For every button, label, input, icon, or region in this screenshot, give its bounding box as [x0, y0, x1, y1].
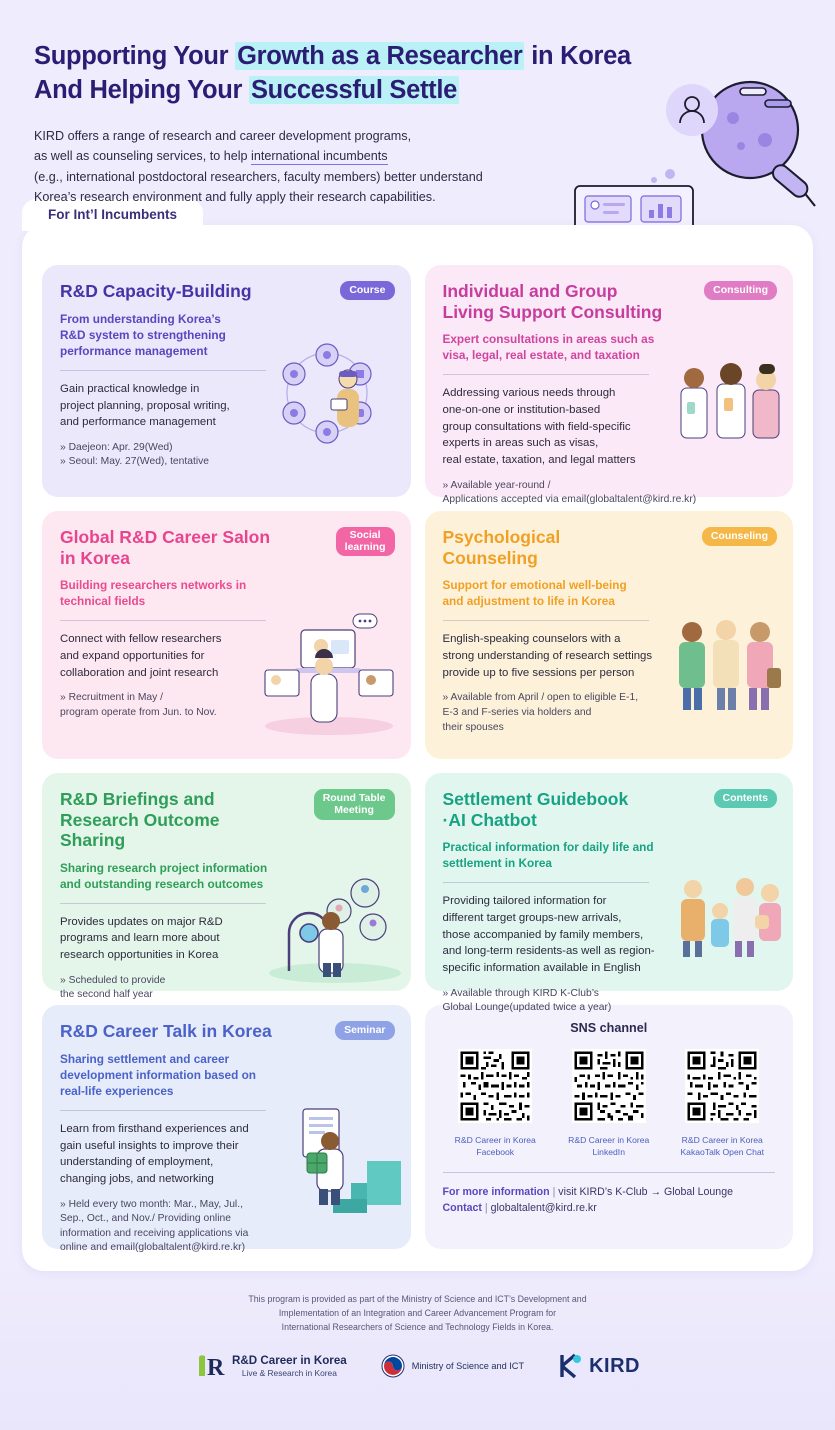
card-note: » Available year-round / Applications accepted via email(globaltalent@kird.re.kr) [442, 479, 697, 506]
qr-code-linkedin[interactable] [572, 1049, 646, 1123]
card-body: Connect with fellow researchers and expand opportunities for collaboration and joint research [60, 633, 222, 679]
card-body: Gain practical knowledge in project planning, proposal writing, and performance management [60, 382, 230, 429]
card-subtitle: From understanding Korea’s R&D system to strengthening performance management [60, 311, 226, 358]
divider [443, 1172, 776, 1173]
header [0, 0, 835, 207]
logo-text-secondary: Live & Research in Korea [241, 1368, 337, 1379]
svg-text:R: R [207, 1355, 225, 1382]
program-card-rd-briefings[interactable] [42, 773, 411, 1001]
divider [60, 903, 266, 904]
qr-code-facebook[interactable] [458, 1049, 532, 1123]
status-badge: Consulting [704, 281, 777, 300]
title-part-2: in Korea [524, 42, 631, 70]
card-illustration [265, 341, 405, 461]
contact-value[interactable]: globaltalent@kird.re.kr [490, 1202, 597, 1215]
sns-title: SNS channel [570, 1021, 648, 1036]
divider [60, 370, 266, 371]
intro-paragraph [34, 126, 634, 208]
ministry-emblem-icon [381, 1354, 405, 1378]
qr-item-linkedin[interactable] [556, 1049, 662, 1157]
rd-career-logo-icon [195, 1352, 225, 1380]
more-info-value[interactable]: visit KIRD’s K-Club → Global Lounge [558, 1185, 733, 1198]
card-illustration [261, 867, 411, 985]
card-title: Global R&D Career Salon in Korea [60, 527, 271, 568]
logo-text-primary: R&D Career in Korea [232, 1354, 347, 1368]
cards-grid [42, 265, 793, 1254]
title-highlight-2: Successful Settle [250, 75, 458, 104]
card-body: Providing tailored information for different target groups-new arrivals, those accompanied by family members, and long-term residents-as well as region- specific information available in English [442, 895, 655, 974]
qr-code-kakaotalk[interactable] [685, 1049, 759, 1123]
program-card-career-talk[interactable] [42, 1005, 411, 1254]
logo-rd-career-in-korea [195, 1352, 347, 1380]
page-title [34, 40, 801, 108]
intro-line-2a: as well as counseling services, to help [34, 149, 252, 164]
footer-note: This program is provided as part of the Ministry of Science and ICT’s Development and Implementation of an Integration and Career Advancement Program for International Researchers of Science and Technology Fields in Korea. [248, 1294, 587, 1332]
card-subtitle: Practical information for daily life and settlement in Korea [442, 840, 654, 871]
programs-panel [22, 207, 813, 1271]
program-card-psychological-counseling[interactable] [425, 511, 794, 759]
card-body: Learn from firsthand experiences and gain useful insights to improve their understanding of employment, changing jobs, and networking [60, 1122, 249, 1185]
divider [60, 1110, 266, 1111]
status-badge: Seminar [335, 1021, 394, 1040]
status-badge: Round Table Meeting [314, 789, 395, 819]
status-badge: Course [340, 281, 394, 300]
divider [60, 620, 266, 621]
title-part-3: And Helping Your [34, 75, 249, 104]
card-note: » Available from April / open to eligible E-1, E-3 and F-series via holders and their spouses [442, 692, 639, 733]
status-badge: Contents [714, 789, 778, 808]
card-note: » Recruitment in May / program operate from Jun. to Nov. [60, 692, 217, 718]
card-title: R&D Capacity-Building [60, 281, 252, 302]
contact-label: Contact [442, 1202, 482, 1215]
card-body: Provides updates on major R&D programs and learn more about research opportunities in Korea [60, 915, 223, 962]
card-title: Settlement Guidebook ·AI Chatbot [442, 789, 629, 830]
card-title: R&D Career Talk in Korea [60, 1021, 272, 1042]
card-note: » Scheduled to provide the second half year [60, 974, 166, 1001]
divider [443, 620, 649, 621]
card-subtitle: Expert consultations in areas such as visa, legal, real estate, and taxation [442, 332, 655, 363]
program-card-rd-capacity-building[interactable] [42, 265, 411, 497]
card-illustration [677, 863, 787, 963]
program-card-career-salon[interactable] [42, 511, 411, 759]
card-body: English-speaking counselors with a strong understanding of research settings provide up to five sessions per person [442, 633, 653, 679]
card-body: Addressing various needs through one-on-one or institution-based group consultations with field-specific experts in areas such as visas, real estate, taxation, and legal matters [442, 387, 636, 466]
intro-line-1: KIRD offers a range of research and career development programs, [34, 128, 412, 143]
more-info-label: For more information [442, 1185, 550, 1198]
qr-item-kakaotalk[interactable] [669, 1049, 775, 1157]
intro-line-3: (e.g., international postdoctoral researchers, faculty members) better understand [34, 169, 483, 184]
card-subtitle: Sharing settlement and career development information based on real-life experiences [60, 1051, 256, 1098]
card-illustration [259, 608, 409, 733]
card-illustration [675, 608, 785, 723]
card-illustration [259, 1091, 409, 1221]
card-title: Psychological Counseling [442, 527, 561, 568]
card-subtitle: Support for emotional well-being and adjustment to life in Korea [442, 578, 627, 609]
intro-line-4: Korea’s research environment and fully apply their research capabilities. [34, 189, 436, 204]
qr-label: R&D Career in Korea LinkedIn [568, 1135, 650, 1157]
title-highlight-1: Growth as a Researcher [237, 42, 523, 70]
title-part-1: Supporting Your [34, 42, 236, 70]
qr-row [439, 1049, 780, 1157]
sns-channel-panel [425, 1005, 794, 1249]
card-note: » Daejeon: Apr. 29(Wed) » Seoul: May. 27(Wed), tentative [60, 441, 209, 468]
logo-kird [558, 1353, 640, 1379]
panel-tab: For Int’l Incumbents [22, 199, 203, 231]
card-note: » Held every two month: Mar., May, Jul., Sep., Oct., and Nov./ Providing online information and receiving applications via online and email(globaltalent@kird.re.kr) [60, 1198, 249, 1254]
card-title: R&D Briefings and Research Outcome Sharing [60, 789, 220, 851]
footer [0, 1271, 835, 1380]
divider [443, 374, 649, 375]
card-subtitle: Building researchers networks in technical fields [60, 578, 247, 609]
kird-mark-icon [558, 1353, 582, 1379]
kird-label: KIRD [589, 1354, 640, 1377]
program-card-living-support-consulting[interactable] [425, 265, 794, 506]
card-note: » Available through KIRD K-Club’s Global Lounge(updated twice a year) [442, 987, 612, 1014]
card-title: Individual and Group Living Support Consulting [442, 281, 663, 322]
program-card-settlement-guidebook[interactable] [425, 773, 794, 1014]
status-badge: Social learning [336, 527, 395, 556]
intro-underlined-term: international incumbents [251, 149, 388, 164]
card-subtitle: Sharing research project information and outstanding research outcomes [60, 860, 268, 891]
status-badge: Counseling [702, 527, 777, 546]
card-illustration [675, 350, 785, 455]
qr-label: R&D Career in Korea KakaoTalk Open Chat [680, 1135, 765, 1157]
sns-info: For more information | visit KIRD’s K-Club → Global Lounge Contact | globaltalent@kird.re.kr [442, 1185, 733, 1215]
qr-label: R&D Career in Korea Facebook [454, 1135, 536, 1157]
qr-item-facebook[interactable] [442, 1049, 548, 1157]
logo-ministry [381, 1354, 524, 1378]
ministry-label: Ministry of Science and ICT [411, 1360, 525, 1371]
divider [443, 882, 649, 883]
footer-logos [40, 1352, 795, 1380]
